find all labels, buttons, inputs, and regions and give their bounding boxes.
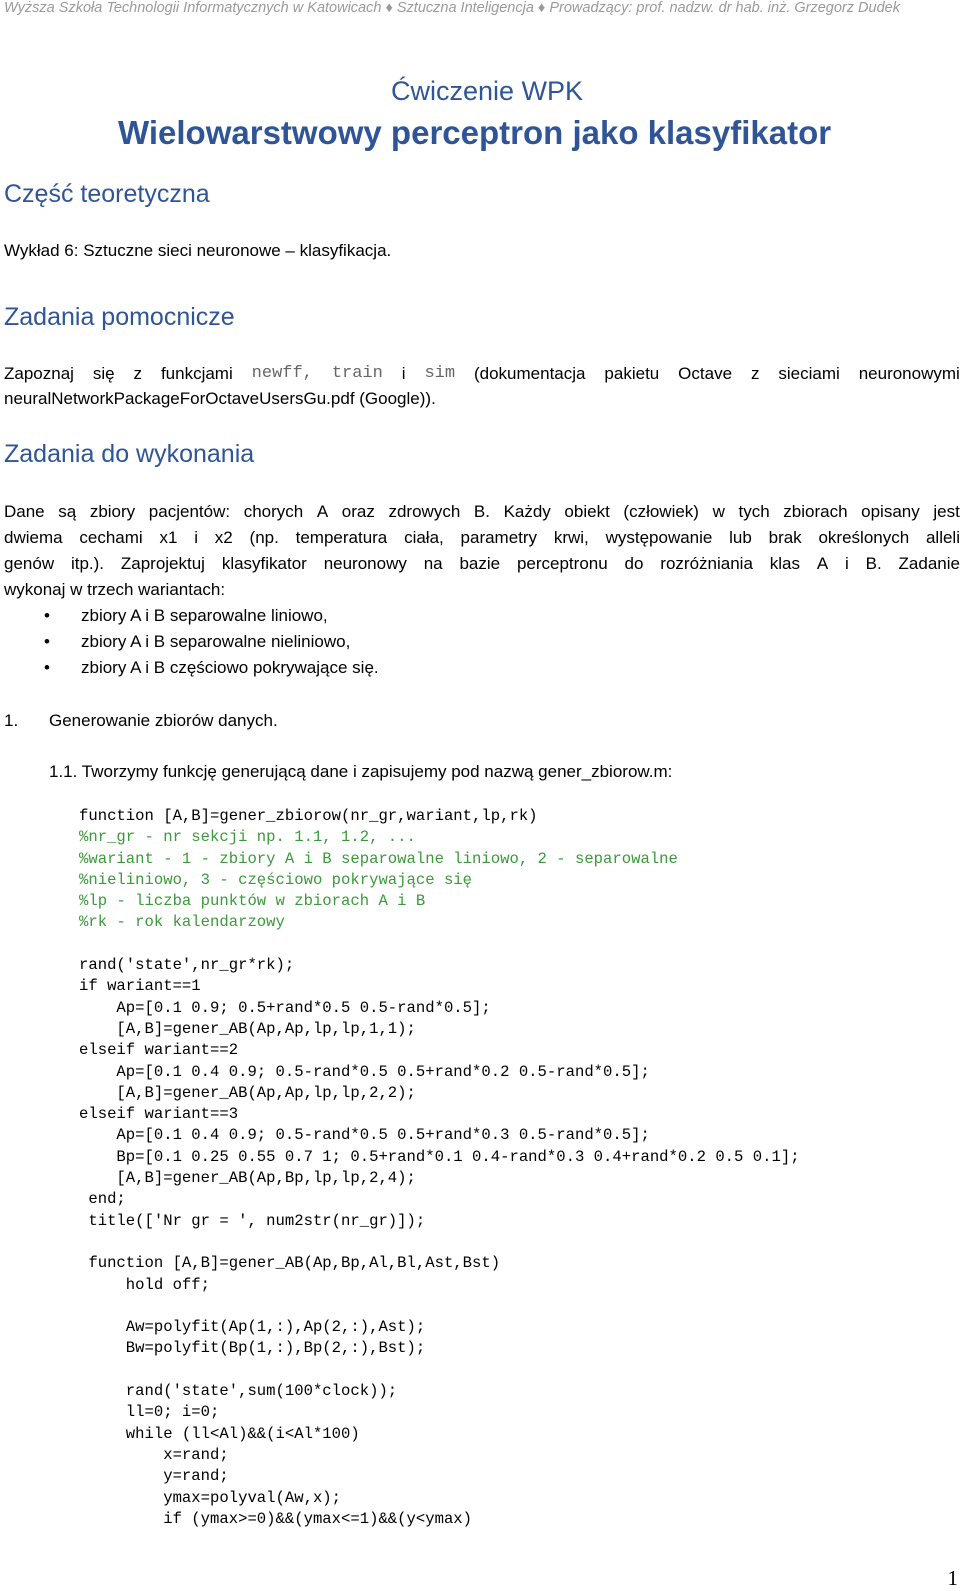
- word: zbiorach: [783, 502, 848, 521]
- word: perceptronu: [516, 554, 608, 573]
- word: chorych: [243, 502, 304, 521]
- code-line: hold off;: [79, 1275, 211, 1294]
- code-line: elseif wariant==3: [79, 1105, 239, 1124]
- code-line: [A,B]=gener_AB(Ap,Ap,lp,lp,1,1);: [79, 1019, 416, 1038]
- word: funkcjami: [160, 364, 233, 383]
- word: na: [423, 554, 443, 573]
- code-line: [A,B]=gener_AB(Ap,Bp,lp,lp,2,4);: [79, 1169, 416, 1188]
- task-paragraph-line: [4, 554, 960, 574]
- word: są: [58, 502, 77, 521]
- bullet-marker: •: [44, 632, 50, 651]
- word: lub: [729, 528, 752, 547]
- word: Każdy: [503, 502, 551, 521]
- word: neuronowy: [323, 554, 407, 573]
- task-paragraph-line: [4, 528, 960, 548]
- word: ciała,: [404, 528, 444, 547]
- word: alleli: [925, 528, 960, 547]
- code-line: title(['Nr gr = ', num2str(nr_gr)]);: [79, 1211, 426, 1230]
- code-line: Ap=[0.1 0.9; 0.5+rand*0.5 0.5-rand*0.5];: [79, 998, 491, 1017]
- word: B.: [865, 554, 882, 573]
- bullet-marker: •: [44, 606, 50, 625]
- section-heading-auxiliary: Zadania pomocnicze: [4, 303, 235, 331]
- section-heading-theory: Część teoretyczna: [4, 180, 210, 208]
- code-line: rand('state',nr_gr*rk);: [79, 956, 295, 975]
- word: x1: [159, 528, 178, 547]
- document-title: Wielowarstwowy perceptron jako klasyfikator: [118, 114, 832, 151]
- bullet-item: zbiory A i B separowalne liniowo,: [81, 606, 328, 625]
- word: się: [92, 364, 115, 383]
- word: opisany: [861, 502, 920, 521]
- word: dwiema: [4, 528, 63, 547]
- word: występowanie: [605, 528, 713, 547]
- substep-title: 1.1. Tworzymy funkcję generującą dane i zapisujemy pod nazwą gener_zbiorow.m:: [49, 762, 673, 781]
- page-number: 1: [947, 1566, 958, 1590]
- word: określonych: [818, 528, 910, 547]
- word: do: [624, 554, 644, 573]
- step-number: 1.: [4, 711, 19, 730]
- code-line: ll=0; i=0;: [79, 1403, 220, 1422]
- code-line: [79, 934, 800, 955]
- code-line: Aw=polyfit(Ap(1,:),Ap(2,:),Ast);: [79, 1318, 426, 1337]
- code-line: end;: [79, 1190, 126, 1209]
- word: parametry: [460, 528, 538, 547]
- word: i: [401, 364, 406, 383]
- code-line: function [A,B]=gener_AB(Ap,Bp,Al,Bl,Ast,Bst): [79, 1254, 501, 1273]
- word: (dokumentacja: [473, 364, 586, 383]
- word: jest: [933, 502, 960, 521]
- bullet-item: zbiory A i B częściowo pokrywające się.: [81, 658, 379, 677]
- word: klasyfikator: [221, 554, 307, 573]
- function-name-newff: newff,: [251, 364, 313, 383]
- word: Zaprojektuj: [120, 554, 205, 573]
- word: krwi,: [553, 528, 589, 547]
- word: i: [845, 554, 849, 573]
- word: temperatura: [295, 528, 388, 547]
- lecture-text: Wykład 6: Sztuczne sieci neuronowe – klasyfikacja.: [4, 241, 392, 260]
- code-listing: [79, 806, 800, 1530]
- code-line: if wariant==1: [79, 977, 201, 996]
- word: zdrowych: [388, 502, 461, 521]
- task-paragraph-line: [4, 502, 960, 522]
- word: rozróżniania: [660, 554, 753, 573]
- word: cechami: [79, 528, 143, 547]
- word: genów: [4, 554, 55, 573]
- bullet-item: zbiory A i B separowalne nieliniowo,: [81, 632, 351, 651]
- word: pakietu: [604, 364, 660, 383]
- word: Zadanie: [898, 554, 960, 573]
- auxiliary-paragraph-line-1: [4, 364, 960, 384]
- code-line: Ap=[0.1 0.4 0.9; 0.5-rand*0.5 0.5+rand*0.2 0.5-rand*0.5];: [79, 1062, 650, 1081]
- exercise-title: Ćwiczenie WPK: [391, 76, 584, 106]
- code-line: Ap=[0.1 0.4 0.9; 0.5-rand*0.5 0.5+rand*0.3 0.5-rand*0.5];: [79, 1126, 650, 1145]
- code-line: ymax=polyval(Aw,x);: [79, 1488, 342, 1507]
- code-line: Bw=polyfit(Bp(1,:),Bp(2,:),Bst);: [79, 1339, 426, 1358]
- code-line: Bp=[0.1 0.25 0.55 0.7 1; 0.5+rand*0.1 0.4-rand*0.3 0.4+rand*0.2 0.5 0.1];: [79, 1147, 800, 1166]
- word: (np.: [249, 528, 279, 547]
- code-line: [79, 1232, 800, 1253]
- code-line: [A,B]=gener_AB(Ap,Ap,lp,lp,2,2);: [79, 1083, 416, 1102]
- step-title: Generowanie zbiorów danych.: [49, 711, 278, 730]
- code-line: y=rand;: [79, 1467, 229, 1486]
- bullet-marker: •: [44, 658, 50, 677]
- function-name-sim: sim: [424, 364, 456, 383]
- word: Zapoznaj: [4, 364, 74, 383]
- word: w: [712, 502, 725, 521]
- word: A: [316, 502, 329, 521]
- code-line: elseif wariant==2: [79, 1041, 239, 1060]
- word: pacjentów:: [148, 502, 231, 521]
- code-line: [79, 1296, 800, 1317]
- word: x2: [214, 528, 233, 547]
- code-comment-line: %rk - rok kalendarzowy: [79, 913, 285, 932]
- code-comment-line: %wariant - 1 - zbiory A i B separowalne liniowo, 2 - separowalne: [79, 849, 678, 868]
- code-line: if (ymax>=0)&&(ymax<=1)&&(y<ymax): [79, 1509, 473, 1528]
- task-paragraph-last-line: wykonaj w trzech wariantach:: [4, 580, 226, 599]
- word: z: [133, 364, 143, 383]
- word: tych: [738, 502, 770, 521]
- word: zbiory: [89, 502, 136, 521]
- word: klas: [769, 554, 800, 573]
- word: Dane: [4, 502, 45, 521]
- code-line: [79, 1360, 800, 1381]
- code-comment-line: %nieliniowo, 3 - częściowo pokrywające się: [79, 870, 473, 889]
- word: B.: [473, 502, 490, 521]
- code-comment-line: %lp - liczba punktów w zbiorach A i B: [79, 892, 426, 911]
- word: obiekt: [564, 502, 610, 521]
- word: A: [816, 554, 829, 573]
- word: brak: [768, 528, 802, 547]
- word: sieciami: [778, 364, 840, 383]
- word: z: [750, 364, 760, 383]
- function-name-train: train: [331, 364, 383, 383]
- word: Octave: [678, 364, 733, 383]
- word: bazie: [459, 554, 501, 573]
- page-header: Wyższa Szkoła Technologii Informatycznych w Katowicach ♦ Sztuczna Inteligencja ♦ Prowadzący: prof. nadzw. dr hab. inż. Grzegorz Dudek: [4, 0, 900, 16]
- word: neuronowymi: [858, 364, 960, 383]
- auxiliary-paragraph-line-2: neuralNetworkPackageForOctaveUsersGu.pdf (Google)).: [4, 389, 436, 408]
- code-line: while (ll<Al)&&(i<Al*100): [79, 1424, 360, 1443]
- code-line: rand('state',sum(100*clock));: [79, 1382, 398, 1401]
- word: i: [194, 528, 198, 547]
- word: (człowiek): [623, 502, 699, 521]
- code-line: function [A,B]=gener_zbiorow(nr_gr,wariant,lp,rk): [79, 807, 538, 825]
- section-heading-tasks: Zadania do wykonania: [4, 440, 255, 468]
- code-line: x=rand;: [79, 1445, 229, 1464]
- word: itp.).: [70, 554, 105, 573]
- word: oraz: [341, 502, 375, 521]
- code-comment-line: %nr_gr - nr sekcji np. 1.1, 1.2, ...: [79, 828, 416, 847]
